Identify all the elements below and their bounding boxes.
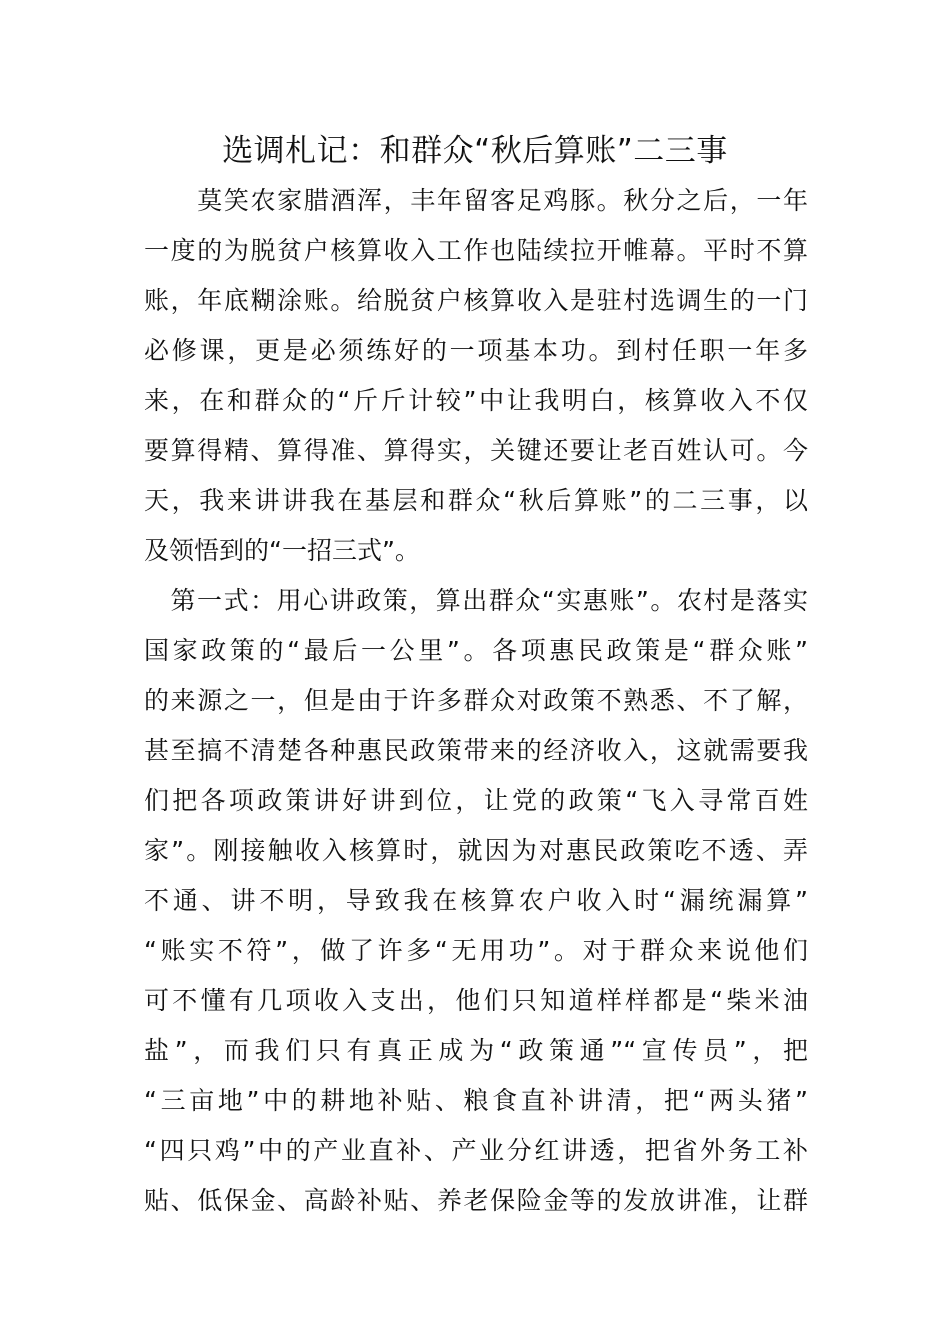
paragraph-line: 国家政策的“最后一公里”。各项惠民政策是“群众账” <box>144 636 808 665</box>
paragraph-line: 来，在和群众的“斤斤计较”中让我明白，核算收入不仅 <box>144 386 808 415</box>
paragraph-line: 及领悟到的“一招三式”。 <box>144 536 420 565</box>
paragraph-line: “四只鸡”中的产业直补、产业分红讲透，把省外务工补 <box>144 1136 808 1165</box>
paragraph-line: 不通、讲不明，导致我在核算农户收入时“漏统漏算” <box>144 886 808 915</box>
paragraph-line: 的来源之一，但是由于许多群众对政策不熟悉、不了解， <box>144 686 808 715</box>
paragraph-line: 必修课，更是必须练好的一项基本功。到村任职一年多 <box>144 336 808 365</box>
paragraph-line: 贴、低保金、高龄补贴、养老保险金等的发放讲准，让群 <box>144 1186 808 1215</box>
document-title: 选调札记：和群众“秋后算账”二三事 <box>222 133 728 169</box>
paragraph-line: 莫笑农家腊酒浑，丰年留客足鸡豚。秋分之后，一年 <box>144 186 808 215</box>
paragraph-line: 甚至搞不清楚各种惠民政策带来的经济收入，这就需要我 <box>144 736 808 765</box>
paragraph-line: 们把各项政策讲好讲到位，让党的政策“飞入寻常百姓 <box>144 786 808 815</box>
paragraph-line: 要算得精、算得准、算得实，关键还要让老百姓认可。今 <box>144 436 808 465</box>
paragraph-line: 天，我来讲讲我在基层和群众“秋后算账”的二三事，以 <box>144 486 808 515</box>
paragraph-line: “三亩地”中的耕地补贴、粮食直补讲清，把“两头猪” <box>144 1086 808 1115</box>
paragraph-line: 一度的为脱贫户核算收入工作也陆续拉开帷幕。平时不算 <box>144 236 808 265</box>
paragraph-line: “账实不符”，做了许多“无用功”。对于群众来说他们 <box>144 936 808 965</box>
paragraph-line: 账，年底糊涂账。给脱贫户核算收入是驻村选调生的一门 <box>144 286 808 315</box>
paragraph-line: 盐”，而我们只有真正成为“政策通”“宣传员”，把 <box>144 1036 808 1065</box>
paragraph-line: 可不懂有几项收入支出，他们只知道样样都是“柴米油 <box>144 986 808 1015</box>
paragraph-line: 第一式：用心讲政策，算出群众“实惠账”。农村是落实 <box>144 586 808 615</box>
paragraph-line: 家”。刚接触收入核算时，就因为对惠民政策吃不透、弄 <box>144 836 808 865</box>
